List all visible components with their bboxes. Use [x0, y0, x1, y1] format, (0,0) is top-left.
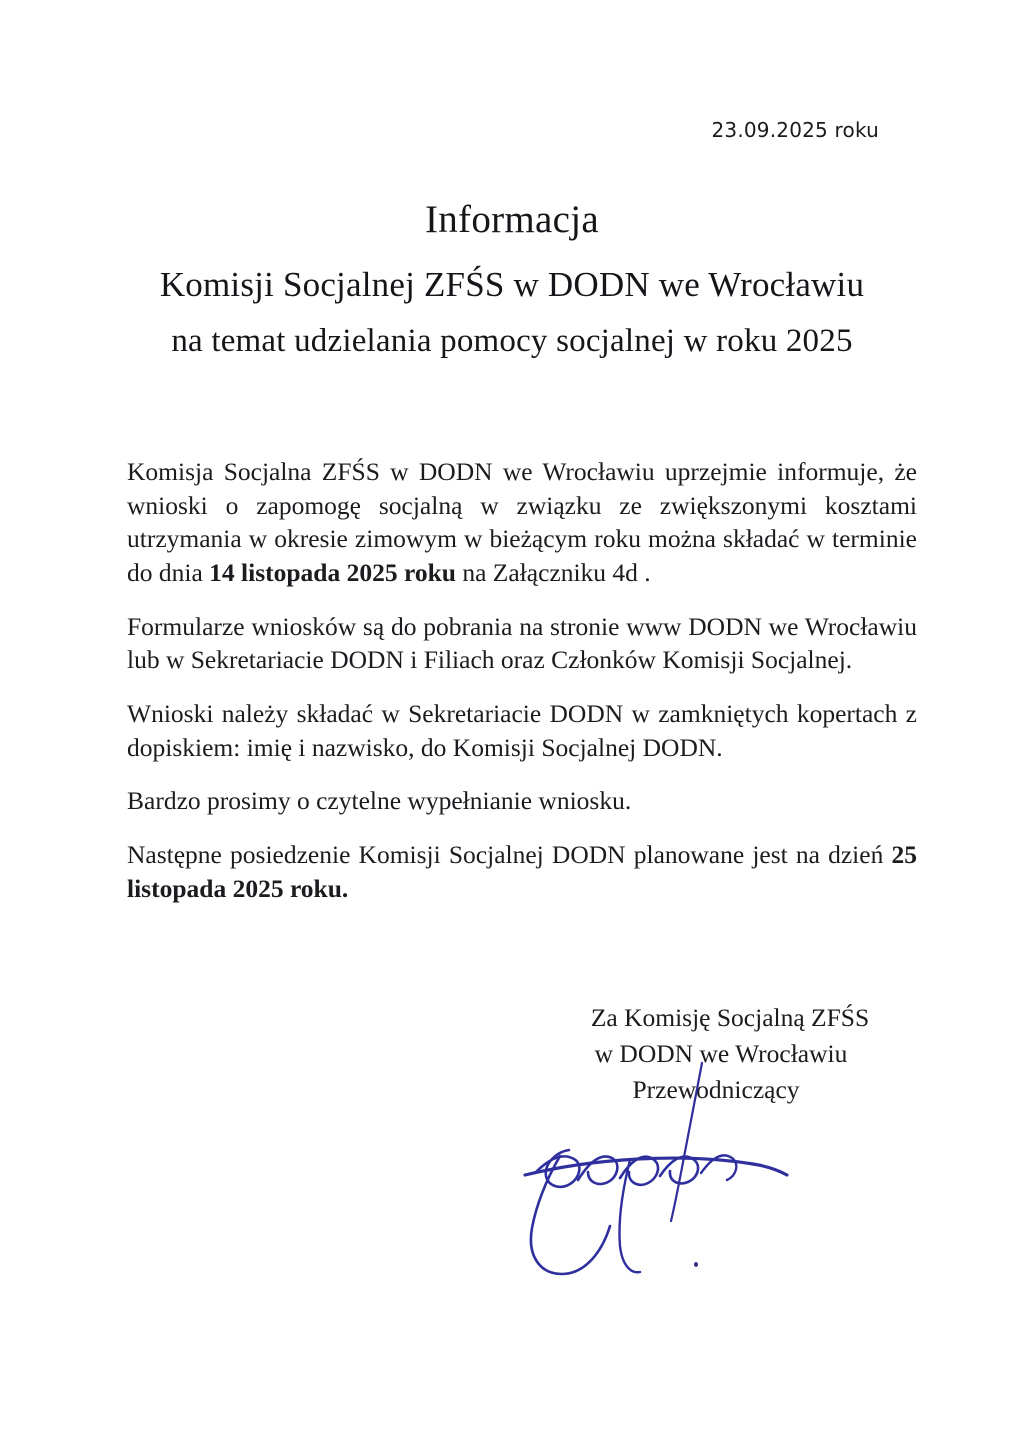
- signature-line-2: w DODN we Wrocławiu: [594, 1039, 848, 1069]
- paragraph-legibility: Bardzo prosimy o czytelne wypełnianie wniosku.: [127, 786, 632, 816]
- signature-line-1: Za Komisję Socjalną ZFŚS: [590, 1003, 870, 1032]
- paragraph-next-meeting: [127, 838, 917, 905]
- signature-block: [520, 1000, 940, 1109]
- document-body: [127, 455, 917, 905]
- signature-line-3: Przewodniczący: [632, 1075, 800, 1105]
- signature-dot: [694, 1262, 698, 1267]
- paragraph-deadline-date: 14 listopada 2025 roku: [209, 557, 456, 587]
- paragraph-forms: Formularze wniosków są do pobrania na stronie www DODN we Wrocławiu lub w Sekretariacie DODN i Filiach oraz Członków Komisji Socjalnej.: [127, 611, 917, 675]
- heading-line-1: Informacja: [424, 198, 600, 241]
- paragraph-next-meeting-text: Następne posiedzenie Komisji Socjalnej DODN planowane jest na dzień: [127, 839, 892, 869]
- document-date: 23.09.2025 roku: [711, 118, 879, 142]
- document-heading: [0, 200, 1024, 361]
- paragraph-submission: Wnioski należy składać w Sekretariacie DODN w zamkniętych kopertach z dopiskiem: imię i nazwisko, do Komisji Socjalnej DODN.: [127, 698, 917, 762]
- paragraph-next-meeting-date: 25 listopada 2025 roku.: [127, 839, 917, 903]
- heading-line-3: na temat udzielania pomocy socjalnej w roku 2025: [171, 323, 853, 360]
- paragraph-deadline-text-1: Komisja Socjalna ZFŚS w DODN we Wrocławiu uprzejmie informuje, że wnioski o zapomogę socjalną w związku ze zwiększonymi kosztami utrzymania w okresie zimowym w bieżącym roku można składać w terminie do dnia: [127, 457, 917, 587]
- paragraph-deadline-text-2: na Załączniku 4d .: [455, 557, 651, 587]
- heading-line-2: Komisji Socjalnej ZFŚS w DODN we Wrocławiu: [159, 265, 865, 304]
- paragraph-deadline: [127, 455, 917, 590]
